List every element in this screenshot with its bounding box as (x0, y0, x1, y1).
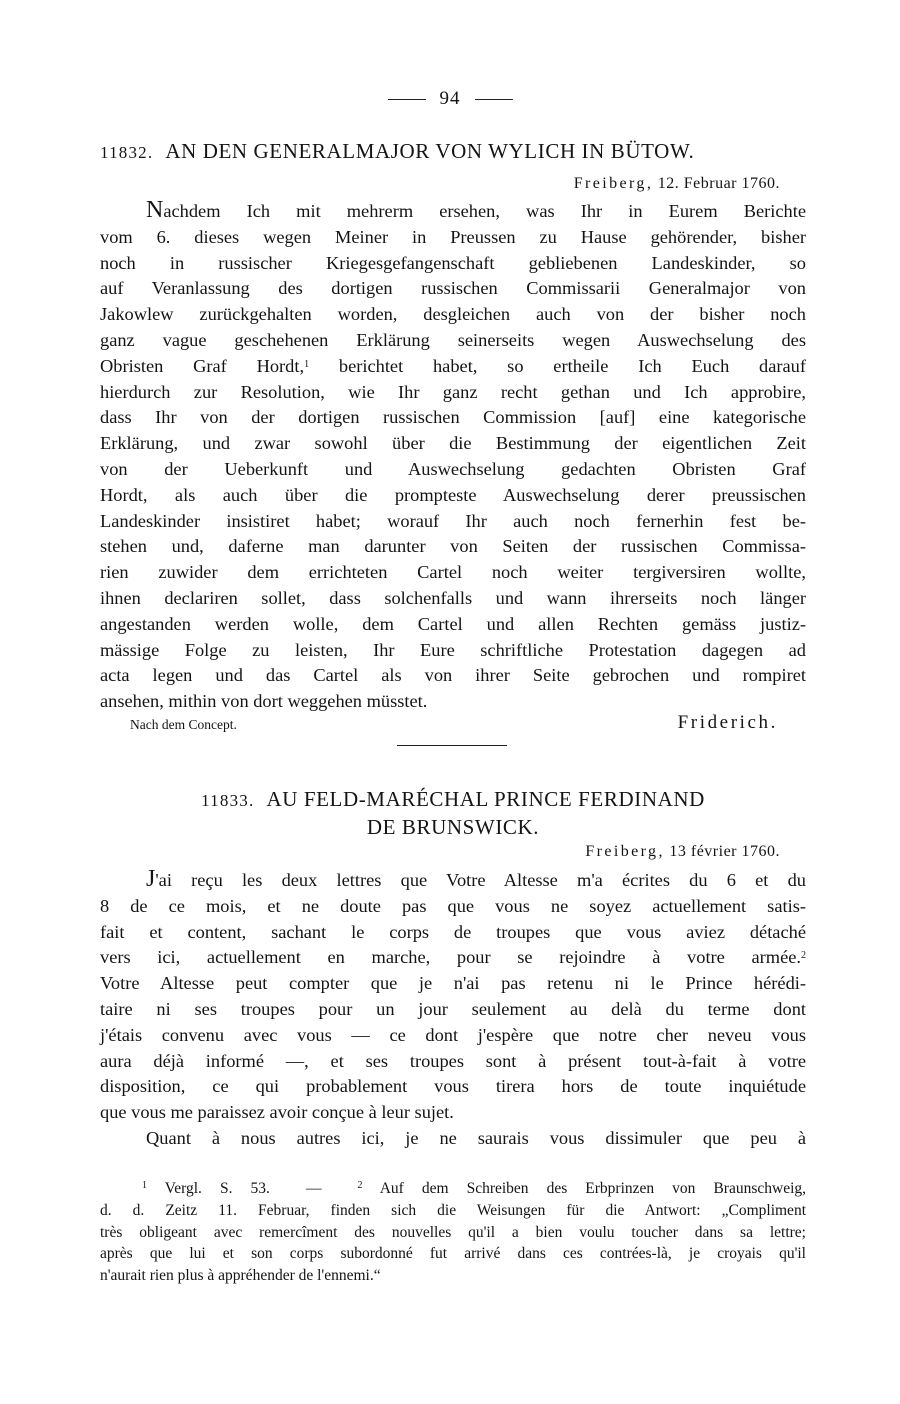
body-line: von der Ueberkunft und Auswechselung gedachten Obristen Graf (100, 458, 806, 479)
drop-cap: J (146, 866, 156, 892)
body-line: ihnen declariren sollet, dass solchenfalls und wann ihrerseits noch länger (100, 587, 806, 608)
footnote-marker: 1 (142, 1180, 147, 1191)
body-line: disposition, ce qui probablement vous tirera hors de toute inquiétude (100, 1076, 806, 1097)
page-number-rule-left (388, 99, 426, 100)
section-divider (397, 745, 507, 746)
footnote-line: après que lui et son corps subordonné fut arrivé dans ces contrées-là, je croyais qu'il (100, 1245, 806, 1263)
letter-number: 11832. (100, 143, 154, 162)
body-line: Landeskinder insistiret habet; worauf Ihr auch noch fernerhin fest be- (100, 510, 806, 531)
heading-line: DE BRUNSWICK. (366, 815, 540, 839)
letter-11833-body (100, 867, 806, 1152)
body-line: que vous me paraissez avoir conçue à leur sujet. (100, 1102, 454, 1123)
letter-11832-heading (100, 139, 806, 164)
footnote-marker: 2 (357, 1180, 363, 1191)
page-number-rule-right (475, 99, 513, 100)
body-line: fait et content, sachant le corps de troupes que vous aviez détaché (100, 921, 806, 942)
body-line: Obristen Graf Hordt,$^1$ berichtet habet, so ertheile Ich Euch darauf (100, 355, 806, 376)
heading-line (100, 786, 806, 814)
footnote-1: Vergl. S. 53. (164, 1180, 270, 1197)
footnote-line: $^1$ Vergl. S. 53. — $^2$ Auf dem Schreiben des Erbprinzen von Braunschweig, (142, 1180, 807, 1197)
signature: Friderich. (677, 712, 778, 733)
body-line: dass Ihr von der dortigen russischen Commission [auf] eine kategorische (100, 407, 806, 428)
footnote-line: n'aurait rien plus à appréhender de l'ennemi.“ (100, 1267, 381, 1285)
letter-addressee: AU FELD-MARÉCHAL PRINCE FERDINAND (266, 787, 705, 811)
body-line: auf Veranlassung des dortigen russischen Commissarii Generalmajor von (100, 278, 806, 299)
footnote-line: d. d. Zeitz 11. Februar, finden sich die Weisungen für die Antwort: „Compliment (100, 1201, 806, 1219)
body-line: Hordt, als auch über die prompteste Auswechselung derer preussischen (100, 484, 806, 505)
dateline-date: 13 février 1760. (669, 843, 780, 860)
body-line: taire ni ses troupes pour un jour seulement au delà du terme dont (100, 998, 806, 1019)
body-line: J'ai reçu les deux lettres que Votre Altesse m'a écrites du 6 et du (146, 866, 806, 892)
body-line: 8 de ce mois, et ne doute pas que vous ne soyez actuellement satis- (100, 895, 806, 916)
dateline-place: Freiberg, (585, 843, 665, 860)
body-line: vom 6. dieses wegen Meiner in Preussen zu Hause gehörender, bisher (100, 226, 806, 247)
letter-11833-dateline (585, 843, 780, 861)
body-line: ansehen, mithin von dort weggehen müsstet. (100, 691, 428, 712)
body-line: hierdurch zur Resolution, wie Ihr ganz recht gethan und Ich approbire, (100, 381, 806, 402)
drop-cap: N (146, 197, 164, 223)
body-line: noch in russischer Kriegesgefangenschaft gebliebenen Landeskinder, so (100, 252, 806, 273)
body-line: ganz vague geschehenen Erklärung seinerseits wegen Auswechselung des (100, 329, 806, 350)
body-line: angestanden werden wolle, dem Cartel und allen Rechten gemäss justiz- (100, 613, 806, 634)
body-line: Erklärung, und zwar sowohl über die Bestimmung der eigentlichen Zeit (100, 433, 806, 454)
body-line: Quant à nous autres ici, je ne saurais vous dissimuler que peu à (146, 1127, 806, 1148)
footnote-2: Auf dem Schreiben des Erbprinzen von Braunschweig, (379, 1180, 807, 1197)
letter-11832-body (100, 198, 806, 715)
footnotes (100, 1178, 806, 1287)
body-line: acta legen und das Cartel als von ihrer Seite gebrochen und rompiret (100, 665, 806, 686)
page-number (0, 88, 900, 110)
body-line: aura déjà informé —, et ses troupes sont à présent tout-à-fait à votre (100, 1050, 806, 1071)
body-line: stehen und, daferne man darunter von Seiten der russischen Commissa- (100, 536, 806, 557)
body-line: vers ici, actuellement en marche, pour se rejoindre à votre armée.$^2$ (100, 947, 806, 968)
letter-number: 11833. (201, 791, 255, 810)
letter-11833-heading (100, 786, 806, 840)
body-line: Jakowlew zurückgehalten worden, desgleichen auch von der bisher noch (100, 304, 806, 325)
footnote-marker: 1 (304, 358, 310, 370)
source-note: Nach dem Concept. (130, 717, 237, 732)
footnote-marker: 2 (801, 950, 806, 962)
body-line: Nachdem Ich mit mehrerm ersehen, was Ihr in Eurem Berichte (146, 197, 806, 223)
letter-11832-dateline (574, 175, 780, 193)
dateline-place: Freiberg, (573, 175, 654, 192)
body-line: mässige Folge zu leisten, Ihr Eure schriftliche Protestation dagegen ad (100, 639, 806, 660)
letter-addressee: AN DEN GENERALMAJOR VON WYLICH IN BÜTOW. (165, 139, 695, 163)
body-line: rien zuwider dem errichteten Cartel noch weiter tergiversiren wollte, (100, 562, 806, 583)
body-line: j'étais convenu avec vous — ce dont j'espère que notre cher neveu vous (100, 1024, 806, 1045)
page-number-value: 94 (439, 88, 461, 109)
body-line: Votre Altesse peut compter que je n'ai pas retenu ni le Prince hérédi- (100, 973, 806, 994)
footnote-line: très obligeant avec remercîment des nouvelles qu'il a bien voulu toucher dans sa lettre; (100, 1223, 806, 1241)
dateline-date: 12. Februar 1760. (657, 175, 780, 192)
